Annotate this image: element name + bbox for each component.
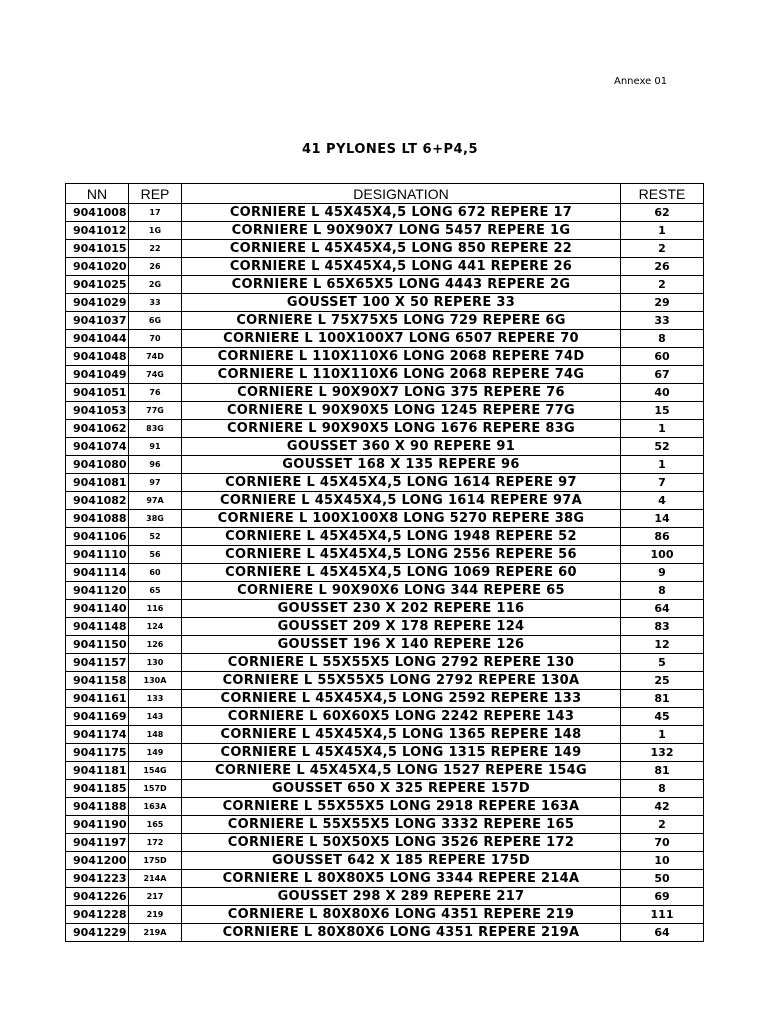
cell-nn: 9041175 bbox=[66, 744, 129, 762]
cell-designation: GOUSSET 642 X 185 REPERE 175D bbox=[182, 852, 621, 870]
table-row bbox=[66, 906, 704, 924]
header-reste: RESTE bbox=[621, 184, 704, 204]
cell-rep: 219 bbox=[129, 906, 182, 924]
cell-nn: 9041053 bbox=[66, 402, 129, 420]
cell-designation: CORNIERE L 45X45X4,5 LONG 2592 REPERE 133 bbox=[182, 690, 621, 708]
cell-nn: 9041181 bbox=[66, 762, 129, 780]
table-row bbox=[66, 798, 704, 816]
annex-label: Annexe 01 bbox=[614, 76, 668, 87]
cell-nn: 9041157 bbox=[66, 654, 129, 672]
cell-nn: 9041228 bbox=[66, 906, 129, 924]
cell-reste: 8 bbox=[621, 582, 704, 600]
cell-designation: CORNIERE L 55X55X5 LONG 2918 REPERE 163A bbox=[182, 798, 621, 816]
table-row bbox=[66, 438, 704, 456]
cell-nn: 9041106 bbox=[66, 528, 129, 546]
cell-nn: 9041012 bbox=[66, 222, 129, 240]
cell-designation: CORNIERE L 90X90X5 LONG 1245 REPERE 77G bbox=[182, 402, 621, 420]
table-row bbox=[66, 510, 704, 528]
cell-designation: CORNIERE L 45X45X4,5 LONG 2556 REPERE 56 bbox=[182, 546, 621, 564]
cell-designation: CORNIERE L 90X90X7 LONG 375 REPERE 76 bbox=[182, 384, 621, 402]
cell-designation: CORNIERE L 100X100X7 LONG 6507 REPERE 70 bbox=[182, 330, 621, 348]
cell-designation: GOUSSET 298 X 289 REPERE 217 bbox=[182, 888, 621, 906]
document-title: 41 PYLONES LT 6+P4,5 bbox=[301, 142, 479, 157]
cell-designation: CORNIERE L 90X90X5 LONG 1676 REPERE 83G bbox=[182, 420, 621, 438]
cell-designation: CORNIERE L 75X75X5 LONG 729 REPERE 6G bbox=[182, 312, 621, 330]
cell-reste: 4 bbox=[621, 492, 704, 510]
cell-rep: 148 bbox=[129, 726, 182, 744]
table-row bbox=[66, 456, 704, 474]
cell-nn: 9041114 bbox=[66, 564, 129, 582]
cell-designation: GOUSSET 196 X 140 REPERE 126 bbox=[182, 636, 621, 654]
cell-nn: 9041048 bbox=[66, 348, 129, 366]
cell-designation: GOUSSET 650 X 325 REPERE 157D bbox=[182, 780, 621, 798]
cell-designation: CORNIERE L 45X45X4,5 LONG 1527 REPERE 154G bbox=[182, 762, 621, 780]
cell-rep: 124 bbox=[129, 618, 182, 636]
cell-rep: 165 bbox=[129, 816, 182, 834]
cell-rep: 91 bbox=[129, 438, 182, 456]
cell-rep: 26 bbox=[129, 258, 182, 276]
table-row bbox=[66, 816, 704, 834]
cell-nn: 9041049 bbox=[66, 366, 129, 384]
cell-nn: 9041037 bbox=[66, 312, 129, 330]
cell-reste: 2 bbox=[621, 816, 704, 834]
cell-rep: 52 bbox=[129, 528, 182, 546]
table-row bbox=[66, 528, 704, 546]
cell-nn: 9041148 bbox=[66, 618, 129, 636]
cell-nn: 9041185 bbox=[66, 780, 129, 798]
cell-nn: 9041190 bbox=[66, 816, 129, 834]
cell-nn: 9041051 bbox=[66, 384, 129, 402]
table-row bbox=[66, 600, 704, 618]
cell-reste: 15 bbox=[621, 402, 704, 420]
table-row bbox=[66, 240, 704, 258]
cell-reste: 33 bbox=[621, 312, 704, 330]
cell-nn: 9041169 bbox=[66, 708, 129, 726]
cell-reste: 64 bbox=[621, 924, 704, 942]
cell-rep: 116 bbox=[129, 600, 182, 618]
cell-reste: 83 bbox=[621, 618, 704, 636]
cell-designation: GOUSSET 230 X 202 REPERE 116 bbox=[182, 600, 621, 618]
header-designation: DESIGNATION bbox=[182, 184, 621, 204]
cell-nn: 9041110 bbox=[66, 546, 129, 564]
table-row bbox=[66, 762, 704, 780]
cell-designation: CORNIERE L 45X45X4,5 LONG 1315 REPERE 149 bbox=[182, 744, 621, 762]
parts-table bbox=[65, 183, 704, 942]
cell-nn: 9041080 bbox=[66, 456, 129, 474]
cell-nn: 9041140 bbox=[66, 600, 129, 618]
cell-rep: 154G bbox=[129, 762, 182, 780]
cell-reste: 1 bbox=[621, 222, 704, 240]
cell-designation: CORNIERE L 80X80X6 LONG 4351 REPERE 219A bbox=[182, 924, 621, 942]
cell-rep: 149 bbox=[129, 744, 182, 762]
cell-nn: 9041197 bbox=[66, 834, 129, 852]
cell-reste: 14 bbox=[621, 510, 704, 528]
cell-nn: 9041226 bbox=[66, 888, 129, 906]
cell-nn: 9041161 bbox=[66, 690, 129, 708]
cell-nn: 9041088 bbox=[66, 510, 129, 528]
cell-rep: 76 bbox=[129, 384, 182, 402]
cell-reste: 42 bbox=[621, 798, 704, 816]
cell-reste: 1 bbox=[621, 420, 704, 438]
table-row bbox=[66, 654, 704, 672]
table-row bbox=[66, 258, 704, 276]
cell-reste: 111 bbox=[621, 906, 704, 924]
table-body bbox=[66, 204, 704, 942]
cell-reste: 29 bbox=[621, 294, 704, 312]
cell-reste: 45 bbox=[621, 708, 704, 726]
cell-nn: 9041025 bbox=[66, 276, 129, 294]
cell-designation: CORNIERE L 55X55X5 LONG 3332 REPERE 165 bbox=[182, 816, 621, 834]
cell-rep: 175D bbox=[129, 852, 182, 870]
cell-rep: 38G bbox=[129, 510, 182, 528]
table-row bbox=[66, 672, 704, 690]
cell-nn: 9041223 bbox=[66, 870, 129, 888]
table-row bbox=[66, 690, 704, 708]
cell-rep: 60 bbox=[129, 564, 182, 582]
cell-reste: 8 bbox=[621, 330, 704, 348]
table-row bbox=[66, 636, 704, 654]
cell-rep: 70 bbox=[129, 330, 182, 348]
cell-designation: GOUSSET 209 X 178 REPERE 124 bbox=[182, 618, 621, 636]
cell-designation: CORNIERE L 45X45X4,5 LONG 1614 REPERE 97A bbox=[182, 492, 621, 510]
cell-rep: 143 bbox=[129, 708, 182, 726]
cell-nn: 9041082 bbox=[66, 492, 129, 510]
cell-nn: 9041029 bbox=[66, 294, 129, 312]
cell-reste: 9 bbox=[621, 564, 704, 582]
cell-rep: 219A bbox=[129, 924, 182, 942]
cell-rep: 6G bbox=[129, 312, 182, 330]
cell-reste: 5 bbox=[621, 654, 704, 672]
cell-rep: 130A bbox=[129, 672, 182, 690]
cell-reste: 100 bbox=[621, 546, 704, 564]
table-row bbox=[66, 708, 704, 726]
cell-rep: 217 bbox=[129, 888, 182, 906]
cell-designation: GOUSSET 100 X 50 REPERE 33 bbox=[182, 294, 621, 312]
cell-nn: 9041008 bbox=[66, 204, 129, 222]
table-row bbox=[66, 276, 704, 294]
cell-nn: 9041200 bbox=[66, 852, 129, 870]
cell-reste: 10 bbox=[621, 852, 704, 870]
cell-designation: CORNIERE L 90X90X7 LONG 5457 REPERE 1G bbox=[182, 222, 621, 240]
table-row bbox=[66, 492, 704, 510]
cell-reste: 86 bbox=[621, 528, 704, 546]
table-row bbox=[66, 618, 704, 636]
cell-designation: CORNIERE L 65X65X5 LONG 4443 REPERE 2G bbox=[182, 276, 621, 294]
cell-nn: 9041062 bbox=[66, 420, 129, 438]
cell-rep: 96 bbox=[129, 456, 182, 474]
table-row bbox=[66, 564, 704, 582]
header-rep: REP bbox=[129, 184, 182, 204]
cell-designation: CORNIERE L 80X80X5 LONG 3344 REPERE 214A bbox=[182, 870, 621, 888]
cell-rep: 74D bbox=[129, 348, 182, 366]
table-row bbox=[66, 402, 704, 420]
cell-designation: CORNIERE L 45X45X4,5 LONG 672 REPERE 17 bbox=[182, 204, 621, 222]
table-row bbox=[66, 744, 704, 762]
cell-reste: 52 bbox=[621, 438, 704, 456]
cell-rep: 1G bbox=[129, 222, 182, 240]
cell-nn: 9041074 bbox=[66, 438, 129, 456]
cell-designation: CORNIERE L 55X55X5 LONG 2792 REPERE 130A bbox=[182, 672, 621, 690]
table-row bbox=[66, 546, 704, 564]
cell-nn: 9041158 bbox=[66, 672, 129, 690]
table-row bbox=[66, 474, 704, 492]
cell-rep: 133 bbox=[129, 690, 182, 708]
cell-rep: 97 bbox=[129, 474, 182, 492]
cell-designation: CORNIERE L 55X55X5 LONG 2792 REPERE 130 bbox=[182, 654, 621, 672]
cell-designation: CORNIERE L 110X110X6 LONG 2068 REPERE 74D bbox=[182, 348, 621, 366]
cell-reste: 132 bbox=[621, 744, 704, 762]
cell-rep: 172 bbox=[129, 834, 182, 852]
cell-rep: 163A bbox=[129, 798, 182, 816]
table-row bbox=[66, 834, 704, 852]
cell-rep: 214A bbox=[129, 870, 182, 888]
cell-designation: CORNIERE L 100X100X8 LONG 5270 REPERE 38G bbox=[182, 510, 621, 528]
table-row bbox=[66, 294, 704, 312]
cell-designation: CORNIERE L 50X50X5 LONG 3526 REPERE 172 bbox=[182, 834, 621, 852]
cell-reste: 2 bbox=[621, 276, 704, 294]
cell-nn: 9041044 bbox=[66, 330, 129, 348]
cell-designation: CORNIERE L 90X90X6 LONG 344 REPERE 65 bbox=[182, 582, 621, 600]
cell-reste: 40 bbox=[621, 384, 704, 402]
cell-rep: 33 bbox=[129, 294, 182, 312]
cell-reste: 8 bbox=[621, 780, 704, 798]
cell-reste: 26 bbox=[621, 258, 704, 276]
cell-designation: GOUSSET 168 X 135 REPERE 96 bbox=[182, 456, 621, 474]
table-row bbox=[66, 582, 704, 600]
table-header-row bbox=[66, 184, 704, 204]
table-row bbox=[66, 384, 704, 402]
cell-reste: 1 bbox=[621, 726, 704, 744]
cell-nn: 9041015 bbox=[66, 240, 129, 258]
table-row bbox=[66, 726, 704, 744]
table-row bbox=[66, 924, 704, 942]
cell-reste: 60 bbox=[621, 348, 704, 366]
cell-designation: GOUSSET 360 X 90 REPERE 91 bbox=[182, 438, 621, 456]
cell-rep: 97A bbox=[129, 492, 182, 510]
table-row bbox=[66, 204, 704, 222]
cell-designation: CORNIERE L 45X45X4,5 LONG 441 REPERE 26 bbox=[182, 258, 621, 276]
cell-rep: 83G bbox=[129, 420, 182, 438]
cell-reste: 25 bbox=[621, 672, 704, 690]
cell-rep: 2G bbox=[129, 276, 182, 294]
cell-designation: CORNIERE L 45X45X4,5 LONG 1614 REPERE 97 bbox=[182, 474, 621, 492]
table-row bbox=[66, 330, 704, 348]
table-row bbox=[66, 852, 704, 870]
cell-nn: 9041020 bbox=[66, 258, 129, 276]
table-row bbox=[66, 870, 704, 888]
cell-reste: 81 bbox=[621, 690, 704, 708]
table-row bbox=[66, 888, 704, 906]
cell-rep: 65 bbox=[129, 582, 182, 600]
cell-designation: CORNIERE L 60X60X5 LONG 2242 REPERE 143 bbox=[182, 708, 621, 726]
table-row bbox=[66, 222, 704, 240]
cell-designation: CORNIERE L 45X45X4,5 LONG 850 REPERE 22 bbox=[182, 240, 621, 258]
cell-nn: 9041150 bbox=[66, 636, 129, 654]
cell-nn: 9041188 bbox=[66, 798, 129, 816]
cell-reste: 7 bbox=[621, 474, 704, 492]
cell-nn: 9041174 bbox=[66, 726, 129, 744]
cell-reste: 2 bbox=[621, 240, 704, 258]
cell-designation: CORNIERE L 45X45X4,5 LONG 1069 REPERE 60 bbox=[182, 564, 621, 582]
cell-reste: 1 bbox=[621, 456, 704, 474]
cell-reste: 67 bbox=[621, 366, 704, 384]
cell-nn: 9041229 bbox=[66, 924, 129, 942]
cell-reste: 81 bbox=[621, 762, 704, 780]
cell-designation: CORNIERE L 45X45X4,5 LONG 1948 REPERE 52 bbox=[182, 528, 621, 546]
header-nn: NN bbox=[66, 184, 129, 204]
table-row bbox=[66, 348, 704, 366]
table-row bbox=[66, 312, 704, 330]
cell-designation: CORNIERE L 80X80X6 LONG 4351 REPERE 219 bbox=[182, 906, 621, 924]
cell-reste: 70 bbox=[621, 834, 704, 852]
cell-rep: 126 bbox=[129, 636, 182, 654]
cell-rep: 56 bbox=[129, 546, 182, 564]
cell-rep: 77G bbox=[129, 402, 182, 420]
cell-rep: 157D bbox=[129, 780, 182, 798]
cell-designation: CORNIERE L 45X45X4,5 LONG 1365 REPERE 148 bbox=[182, 726, 621, 744]
cell-designation: CORNIERE L 110X110X6 LONG 2068 REPERE 74G bbox=[182, 366, 621, 384]
cell-reste: 64 bbox=[621, 600, 704, 618]
cell-reste: 69 bbox=[621, 888, 704, 906]
cell-rep: 130 bbox=[129, 654, 182, 672]
table-row bbox=[66, 420, 704, 438]
cell-rep: 22 bbox=[129, 240, 182, 258]
table-row bbox=[66, 780, 704, 798]
cell-nn: 9041081 bbox=[66, 474, 129, 492]
cell-reste: 50 bbox=[621, 870, 704, 888]
cell-rep: 74G bbox=[129, 366, 182, 384]
cell-reste: 62 bbox=[621, 204, 704, 222]
cell-nn: 9041120 bbox=[66, 582, 129, 600]
table-row bbox=[66, 366, 704, 384]
cell-rep: 17 bbox=[129, 204, 182, 222]
cell-reste: 12 bbox=[621, 636, 704, 654]
